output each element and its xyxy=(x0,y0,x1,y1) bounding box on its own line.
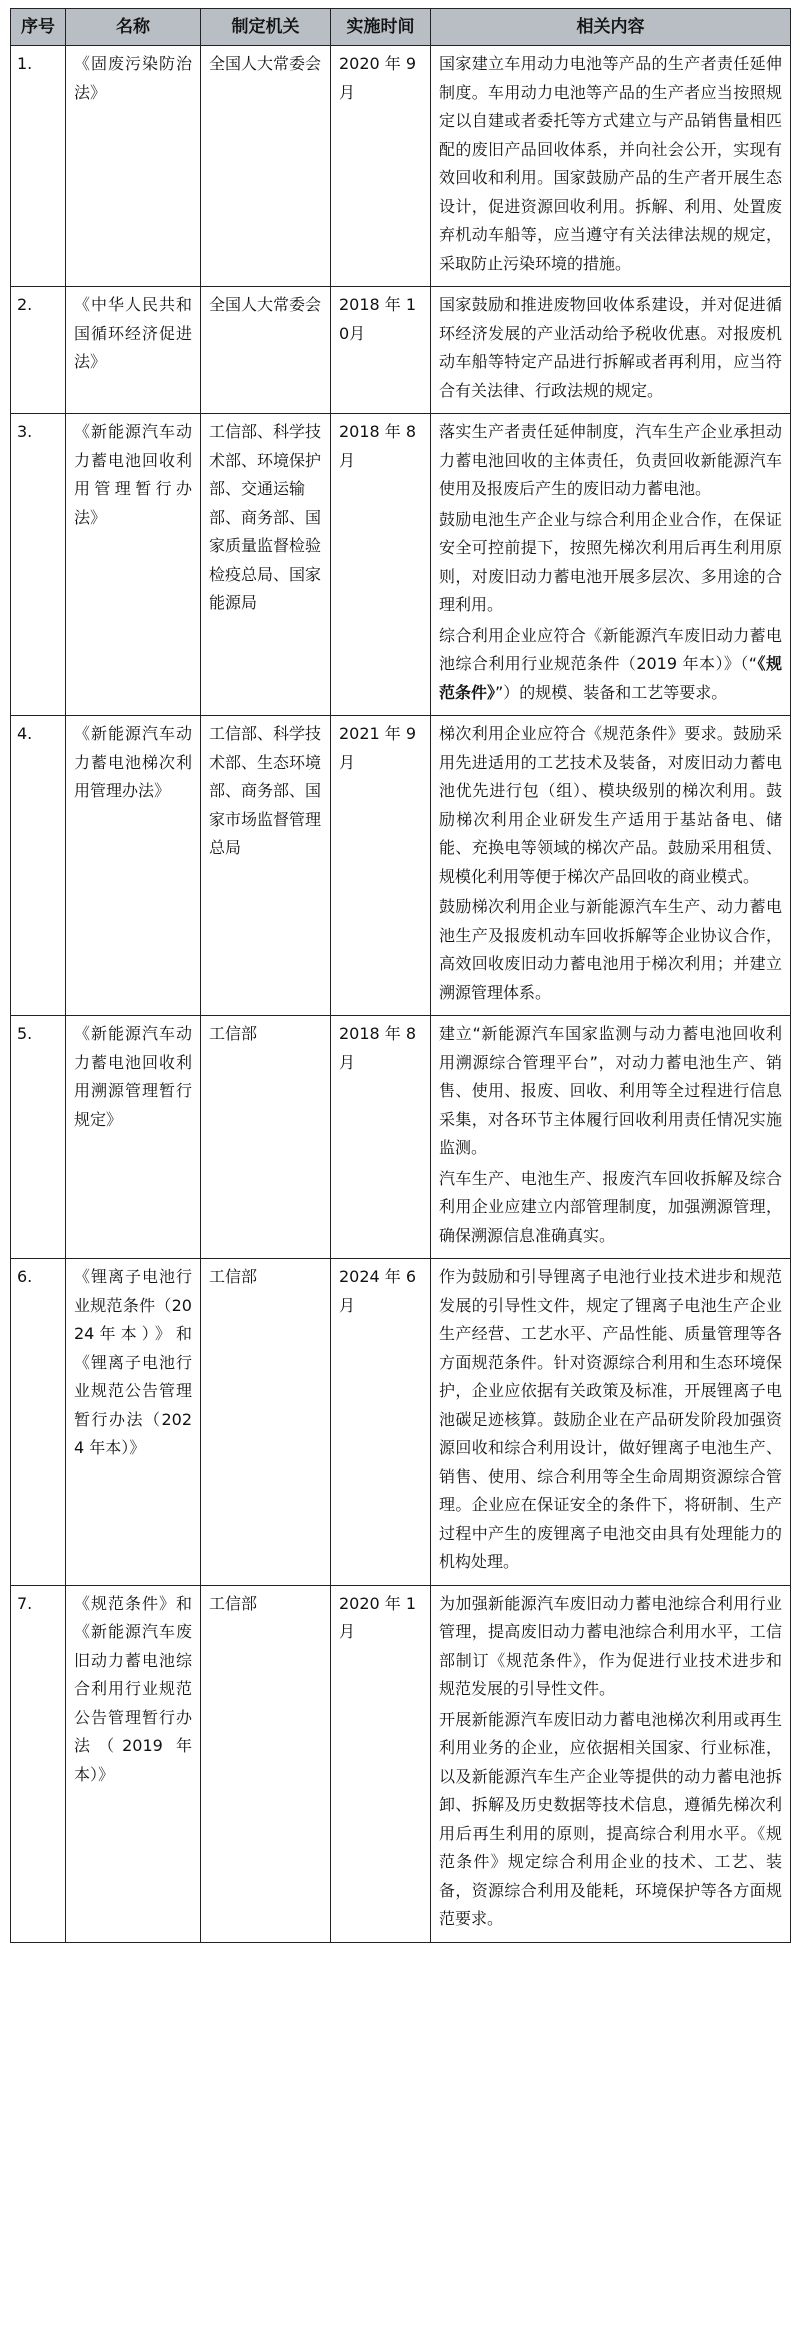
law-name: 《新能源汽车动力蓄电池回收利用溯源管理暂行规定》 xyxy=(66,1016,201,1259)
content-paragraph: 汽车生产、电池生产、报废汽车回收拆解及综合利用企业应建立内部管理制度，加强溯源管理，确保溯源信息准确真实。 xyxy=(439,1168,782,1245)
content-paragraph: 建立“新能源汽车国家监测与动力蓄电池回收利用溯源综合管理平台”，对动力蓄电池生产、销售、使用、报废、回收、利用等全过程进行信息采集，对各环节主体履行回收利用责任情况实施监测。 xyxy=(439,1024,782,1157)
header-content: 相关内容 xyxy=(431,9,791,46)
law-name: 《新能源汽车动力蓄电池梯次利用管理办法》 xyxy=(66,716,201,1016)
law-name: 《锂离子电池行业规范条件（2024年本）》和《锂离子电池行业规范公告管理暂行办法（2024 年本）》 xyxy=(66,1259,201,1586)
row-number: 5. xyxy=(11,1016,66,1259)
table-row xyxy=(11,716,791,1016)
header-no: 序号 xyxy=(11,9,66,46)
row-number: 7. xyxy=(11,1585,66,1942)
effective-date: 2020 年 9 月 xyxy=(331,46,431,287)
issuing-authority: 工信部 xyxy=(201,1259,331,1586)
effective-date: 2020 年 1 月 xyxy=(331,1585,431,1942)
table-row xyxy=(11,1259,791,1586)
related-content xyxy=(431,1585,791,1942)
header-date: 实施时间 xyxy=(331,9,431,46)
content-paragraph: 作为鼓励和引导锂离子电池行业技术进步和规范发展的引导性文件，规定了锂离子电池生产企业生产经营、工艺水平、产品性能、质量管理等各方面规范条件。针对资源综合利用和生态环境保护，企业应依据有关政策及标准，开展锂离子电池碳足迹核算。鼓励企业在产品研发阶段加强资源回收和综合利用设计，做好锂离子电池生产、销售、使用、综合利用等全生命周期资源综合管理。企业应在保证安全的条件下，将研制、生产过程中产生的废锂离子电池交由具有处理能力的机构处理。 xyxy=(439,1267,782,1571)
effective-date: 2018 年 8 月 xyxy=(331,1016,431,1259)
related-content xyxy=(431,414,791,716)
issuing-authority: 工信部 xyxy=(201,1585,331,1942)
content-paragraph: 为加强新能源汽车废旧动力蓄电池综合利用行业管理，提高废旧动力蓄电池综合利用水平，工信部制订《规范条件》，作为促进行业技术进步和规范发展的引导性文件。 xyxy=(439,1593,782,1698)
related-content xyxy=(431,716,791,1016)
row-number: 1. xyxy=(11,46,66,287)
related-content xyxy=(431,1016,791,1259)
related-content xyxy=(431,287,791,414)
effective-date: 2018 年 10月 xyxy=(331,287,431,414)
table-row xyxy=(11,1585,791,1942)
related-content xyxy=(431,46,791,287)
table-row xyxy=(11,414,791,716)
table-row xyxy=(11,1016,791,1259)
content-paragraph: 鼓励电池生产企业与综合利用企业合作，在保证安全可控前提下，按照先梯次利用后再生利用原则，对废旧动力蓄电池开展多层次、多用途的合理利用。 xyxy=(439,509,782,614)
regulations-table-container xyxy=(10,8,790,1943)
table-row xyxy=(11,46,791,287)
content-paragraph: 国家鼓励和推进废物回收体系建设，并对促进循环经济发展的产业活动给予税收优惠。对报废机动车船等特定产品进行拆解或者再利用，应当符合有关法律、行政法规的规定。 xyxy=(439,295,782,400)
header-authority: 制定机关 xyxy=(201,9,331,46)
content-paragraph: 开展新能源汽车废旧动力蓄电池梯次利用或再生利用业务的企业，应依据相关国家、行业标准，以及新能源汽车生产企业等提供的动力蓄电池拆卸、拆解及历史数据等技术信息，遵循先梯次利用后再生利用的原则，提高综合利用水平。《规范条件》规定综合利用企业的技术、工艺、装备，资源综合利用及能耗，环境保护等各方面规范要求。 xyxy=(439,1709,782,1928)
effective-date: 2024 年 6 月 xyxy=(331,1259,431,1586)
content-paragraph: 落实生产者责任延伸制度，汽车生产企业承担动力蓄电池回收的主体责任，负责回收新能源汽车使用及报废后产生的废旧动力蓄电池。 xyxy=(439,422,782,498)
table-header-row xyxy=(11,9,791,46)
content-paragraph: 鼓励梯次利用企业与新能源汽车生产、动力蓄电池生产及报废机动车回收拆解等企业协议合作，高效回收废旧动力蓄电池用于梯次利用；并建立溯源管理体系。 xyxy=(439,897,782,1002)
related-content xyxy=(431,1259,791,1586)
row-number: 4. xyxy=(11,716,66,1016)
row-number: 6. xyxy=(11,1259,66,1586)
content-paragraph: 梯次利用企业应符合《规范条件》要求。鼓励采用先进适用的工艺技术及装备，对废旧动力蓄电池优先进行包（组）、模块级别的梯次利用。鼓励梯次利用企业研发生产适用于基站备电、储能、充换电等领域的梯次产品。鼓励采用租赁、规模化利用等便于梯次产品回收的商业模式。 xyxy=(439,724,782,886)
issuing-authority: 工信部、科学技术部、生态环境部、商务部、国家市场监督管理总局 xyxy=(201,716,331,1016)
issuing-authority: 工信部、科学技术部、环境保护部、交通运输部、商务部、国家质量监督检验检疫总局、国家能源局 xyxy=(201,414,331,716)
effective-date: 2018 年 8 月 xyxy=(331,414,431,716)
row-number: 2. xyxy=(11,287,66,414)
issuing-authority: 全国人大常委会 xyxy=(201,46,331,287)
effective-date: 2021 年 9 月 xyxy=(331,716,431,1016)
content-paragraph: 综合利用企业应符合《新能源汽车废旧动力蓄电池综合利用行业规范条件（2019 年本）》（“《规范条件》”）的规模、装备和工艺等要求。 xyxy=(439,625,782,702)
header-name: 名称 xyxy=(66,9,201,46)
law-name: 《规范条件》和《新能源汽车废旧动力蓄电池综合利用行业规范公告管理暂行办法（2019 年本）》 xyxy=(66,1585,201,1942)
table-row xyxy=(11,287,791,414)
law-name: 《新能源汽车动力蓄电池回收利用管理暂行办法》 xyxy=(66,414,201,716)
law-name: 《固废污染防治法》 xyxy=(66,46,201,287)
law-name: 《中华人民共和国循环经济促进法》 xyxy=(66,287,201,414)
issuing-authority: 工信部 xyxy=(201,1016,331,1259)
row-number: 3. xyxy=(11,414,66,716)
content-paragraph: 国家建立车用动力电池等产品的生产者责任延伸制度。车用动力电池等产品的生产者应当按照规定以自建或者委托等方式建立与产品销售量相匹配的废旧产品回收体系，并向社会公开，实现有效回收和利用。国家鼓励产品的生产者开展生态设计，促进资源回收利用。拆解、利用、处置废弃机动车船等，应当遵守有关法律法规的规定，采取防止污染环境的措施。 xyxy=(439,54,782,273)
regulations-table xyxy=(10,8,791,1943)
issuing-authority: 全国人大常委会 xyxy=(201,287,331,414)
